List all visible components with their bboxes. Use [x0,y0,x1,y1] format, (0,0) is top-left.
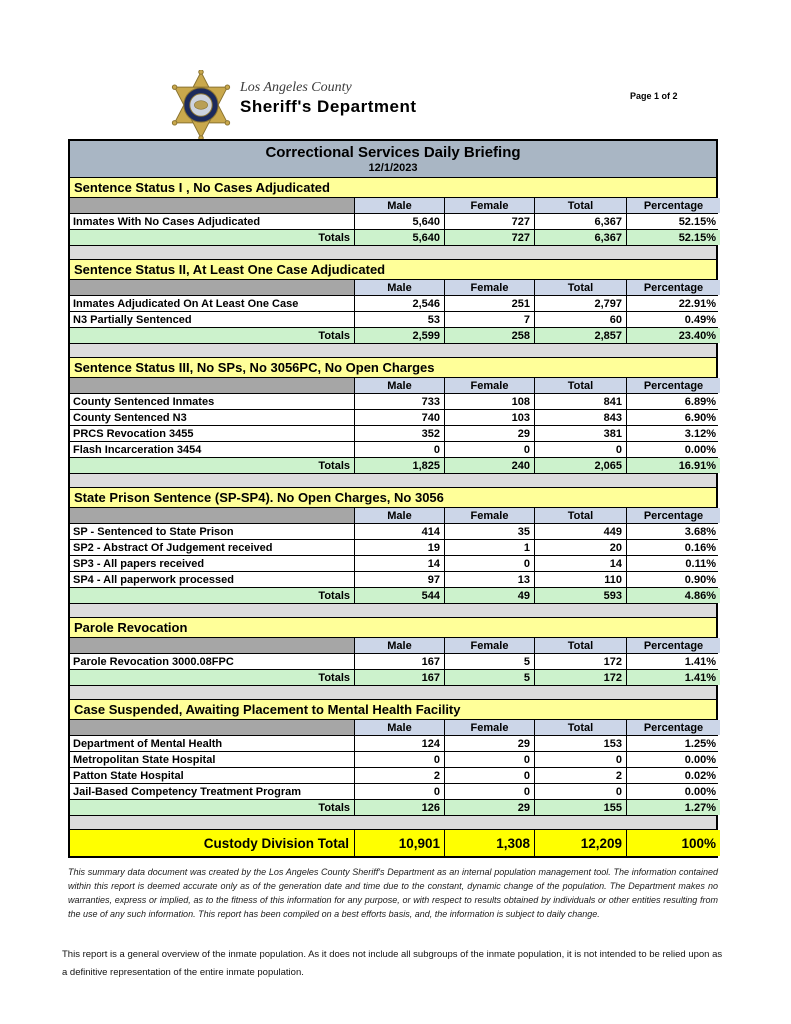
column-header-male: Male [354,638,444,653]
cell-percentage: 3.68% [626,524,720,539]
row-label: SP3 - All papers received [70,556,354,571]
cell-percentage: 0.00% [626,784,720,799]
cell-male: 2 [354,768,444,783]
totals-label: Totals [70,670,354,685]
column-header-male: Male [354,198,444,213]
totals-female: 5 [444,670,534,685]
totals-female: 29 [444,800,534,815]
cell-male: 14 [354,556,444,571]
page-title: Correctional Services Daily Briefing [265,144,521,161]
section-gap [70,474,716,488]
totals-percentage: 23.40% [626,328,720,343]
title-bar [70,141,716,178]
totals-male: 5,640 [354,230,444,245]
column-header-blank [70,198,354,213]
table-row [70,572,716,588]
grand-total-total: 12,209 [534,830,626,856]
cell-female: 1 [444,540,534,555]
column-header-female: Female [444,638,534,653]
sections-container [70,178,716,830]
section-title: Sentence Status III, No SPs, No 3056PC, No Open Charges [70,358,716,378]
column-header-percentage: Percentage [626,508,720,523]
grand-total-percentage: 100% [626,830,720,856]
cell-percentage: 0.02% [626,768,720,783]
column-header-blank [70,638,354,653]
row-label: PRCS Revocation 3455 [70,426,354,441]
totals-female: 258 [444,328,534,343]
column-header-male: Male [354,508,444,523]
totals-row [70,670,716,686]
row-label: SP2 - Abstract Of Judgement received [70,540,354,555]
cell-female: 0 [444,556,534,571]
cell-male: 124 [354,736,444,751]
row-label: County Sentenced Inmates [70,394,354,409]
cell-total: 449 [534,524,626,539]
row-label: Inmates Adjudicated On At Least One Case [70,296,354,311]
totals-total: 593 [534,588,626,603]
table-row [70,654,716,670]
row-label: SP - Sentenced to State Prison [70,524,354,539]
cell-female: 13 [444,572,534,587]
cell-percentage: 6.89% [626,394,720,409]
cell-female: 5 [444,654,534,669]
column-header-percentage: Percentage [626,720,720,735]
cell-male: 0 [354,784,444,799]
letterhead [168,70,417,140]
cell-female: 29 [444,426,534,441]
row-label: Inmates With No Cases Adjudicated [70,214,354,229]
column-header-male: Male [354,280,444,295]
column-header-percentage: Percentage [626,280,720,295]
table-row [70,394,716,410]
report-section [70,178,716,246]
cell-total: 2,797 [534,296,626,311]
table-row [70,442,716,458]
cell-total: 14 [534,556,626,571]
column-header-total: Total [534,638,626,653]
column-header-female: Female [444,508,534,523]
totals-row [70,458,716,474]
column-header-female: Female [444,198,534,213]
section-title: Sentence Status I , No Cases Adjudicated [70,178,716,198]
column-header-row [70,638,716,654]
table-row [70,426,716,442]
table-row [70,768,716,784]
column-header-total: Total [534,378,626,393]
cell-male: 2,546 [354,296,444,311]
section-title: Case Suspended, Awaiting Placement to Mental Health Facility [70,700,716,720]
row-label: Jail-Based Competency Treatment Program [70,784,354,799]
grand-total-male: 10,901 [354,830,444,856]
section-gap [70,344,716,358]
table-row [70,556,716,572]
column-header-percentage: Percentage [626,198,720,213]
cell-percentage: 0.00% [626,752,720,767]
logo-county: Los Angeles County [240,80,352,95]
grand-total-female: 1,308 [444,830,534,856]
cell-male: 0 [354,752,444,767]
cell-percentage: 6.90% [626,410,720,425]
table-row [70,214,716,230]
totals-label: Totals [70,800,354,815]
cell-total: 153 [534,736,626,751]
report-section [70,260,716,344]
cell-total: 2 [534,768,626,783]
cell-total: 20 [534,540,626,555]
cell-total: 172 [534,654,626,669]
section-gap [70,686,716,700]
cell-total: 6,367 [534,214,626,229]
cell-male: 19 [354,540,444,555]
totals-male: 544 [354,588,444,603]
cell-female: 0 [444,784,534,799]
totals-female: 49 [444,588,534,603]
row-label: Patton State Hospital [70,768,354,783]
totals-percentage: 4.86% [626,588,720,603]
table-row [70,410,716,426]
table-row [70,296,716,312]
cell-male: 5,640 [354,214,444,229]
cell-total: 60 [534,312,626,327]
cell-female: 29 [444,736,534,751]
totals-label: Totals [70,588,354,603]
totals-total: 2,065 [534,458,626,473]
cell-female: 0 [444,768,534,783]
totals-row [70,800,716,816]
column-header-blank [70,508,354,523]
grand-total-label: Custody Division Total [70,830,354,856]
cell-male: 352 [354,426,444,441]
column-header-total: Total [534,508,626,523]
cell-percentage: 1.41% [626,654,720,669]
table-row [70,524,716,540]
column-header-row [70,720,716,736]
logo-department: Sheriff's Department [240,97,417,116]
cell-male: 414 [354,524,444,539]
column-header-total: Total [534,198,626,213]
table-row [70,312,716,328]
cell-male: 733 [354,394,444,409]
page-number: Page 1 of 2 [630,91,678,101]
totals-male: 1,825 [354,458,444,473]
section-title: Sentence Status II, At Least One Case Adjudicated [70,260,716,280]
totals-percentage: 1.41% [626,670,720,685]
table-row [70,736,716,752]
row-label: N3 Partially Sentenced [70,312,354,327]
cell-male: 740 [354,410,444,425]
totals-label: Totals [70,230,354,245]
row-label: Department of Mental Health [70,736,354,751]
row-label: Metropolitan State Hospital [70,752,354,767]
cell-percentage: 0.00% [626,442,720,457]
cell-female: 108 [444,394,534,409]
cell-total: 110 [534,572,626,587]
totals-row [70,230,716,246]
column-header-male: Male [354,378,444,393]
report-date: 12/1/2023 [368,162,418,174]
column-header-female: Female [444,280,534,295]
cell-percentage: 22.91% [626,296,720,311]
report-table [68,139,718,858]
cell-total: 0 [534,784,626,799]
totals-total: 2,857 [534,328,626,343]
row-label: Flash Incarceration 3454 [70,442,354,457]
cell-female: 0 [444,752,534,767]
cell-male: 53 [354,312,444,327]
row-label: Parole Revocation 3000.08FPC [70,654,354,669]
totals-row [70,328,716,344]
column-header-blank [70,378,354,393]
column-header-row [70,280,716,296]
column-header-row [70,198,716,214]
totals-male: 2,599 [354,328,444,343]
totals-female: 727 [444,230,534,245]
report-section [70,488,716,604]
column-header-female: Female [444,378,534,393]
totals-total: 155 [534,800,626,815]
cell-percentage: 3.12% [626,426,720,441]
table-row [70,540,716,556]
report-section [70,618,716,686]
cell-percentage: 0.90% [626,572,720,587]
column-header-female: Female [444,720,534,735]
totals-percentage: 1.27% [626,800,720,815]
overview-note: This report is a general overview of the inmate population. As it does not include all subgroups of the inmate population, it is not intended to be relied upon as a definitive representation of the entire inmate population. [62,949,723,979]
totals-label: Totals [70,458,354,473]
row-label: SP4 - All paperwork processed [70,572,354,587]
totals-row [70,588,716,604]
column-header-total: Total [534,280,626,295]
disclaimer-text: This summary data document was created by the Los Angeles County Sheriff's Department as an internal population management tool. The information contained within this report is deemed accurate only as of the generation date and time due to the constant, dynamic change of the population. The Department makes no warranties, express or implied, as to the fitness of this information for any purpose, or with respect to results obtained by individuals or other entities resulting from the use of any such information. This report has been compiled on a best efforts basis, and, the information is subject to daily change. [68,867,718,919]
cell-percentage: 0.49% [626,312,720,327]
cell-male: 0 [354,442,444,457]
totals-male: 167 [354,670,444,685]
column-header-blank [70,280,354,295]
totals-label: Totals [70,328,354,343]
sheriff-star-icon [168,70,234,140]
totals-total: 172 [534,670,626,685]
cell-female: 7 [444,312,534,327]
section-gap [70,604,716,618]
section-title: Parole Revocation [70,618,716,638]
cell-female: 103 [444,410,534,425]
cell-percentage: 0.11% [626,556,720,571]
column-header-percentage: Percentage [626,378,720,393]
section-gap [70,246,716,260]
column-header-percentage: Percentage [626,638,720,653]
cell-male: 97 [354,572,444,587]
custody-division-total-row [70,830,716,856]
column-header-male: Male [354,720,444,735]
cell-female: 251 [444,296,534,311]
report-section [70,700,716,816]
cell-percentage: 52.15% [626,214,720,229]
cell-male: 167 [354,654,444,669]
column-header-blank [70,720,354,735]
column-header-row [70,508,716,524]
cell-female: 0 [444,442,534,457]
section-gap [70,816,716,830]
cell-total: 841 [534,394,626,409]
totals-total: 6,367 [534,230,626,245]
row-label: County Sentenced N3 [70,410,354,425]
section-title: State Prison Sentence (SP-SP4). No Open Charges, No 3056 [70,488,716,508]
totals-percentage: 16.91% [626,458,720,473]
cell-percentage: 0.16% [626,540,720,555]
cell-female: 727 [444,214,534,229]
report-section [70,358,716,474]
cell-total: 0 [534,752,626,767]
cell-total: 381 [534,426,626,441]
cell-percentage: 1.25% [626,736,720,751]
column-header-row [70,378,716,394]
cell-total: 843 [534,410,626,425]
cell-female: 35 [444,524,534,539]
column-header-total: Total [534,720,626,735]
totals-female: 240 [444,458,534,473]
table-row [70,784,716,800]
logo-text [240,80,417,117]
table-row [70,752,716,768]
totals-percentage: 52.15% [626,230,720,245]
cell-total: 0 [534,442,626,457]
totals-male: 126 [354,800,444,815]
